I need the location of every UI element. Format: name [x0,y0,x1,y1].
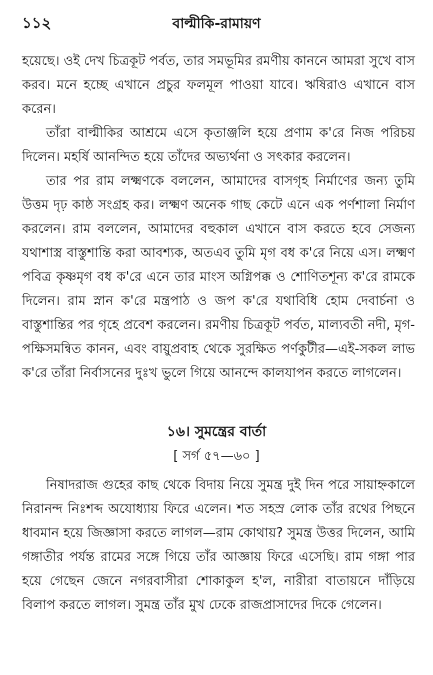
chapter-paragraph: নিষাদরাজ গুহের কাছ থেকে বিদায় নিয়ে সুমন্ত্র দুই দিন পরে সায়াহ্নকালে নিরানন্দ নিঃশব্দ অযোধ্যায় ফিরে এলেন। শত সহস্র লোক তাঁর রথের পিছনে ধাবমান হয়ে জিজ্ঞাসা করতে লাগল—রাম কোথায়? সুমন্ত্র উত্তর দিলেন, আমি গঙ্গাতীর পর্যন্ত রামের সঙ্গে গিয়ে তাঁর আজ্ঞায় ফিরে এসেছি। রাম গঙ্গা পার হয়ে গেছেন জেনে নগরবাসীরা শোকাকুল হ'ল, নারীরা বাতায়নে দাঁড়িয়ে বিলাপ করতে লাগল। সুমন্ত্র তাঁর মুখ ঢেকে রাজপ্রাসাদের দিকে গেলেন। [22,478,415,613]
running-title: বাল্মীকি-রামায়ণ [172,16,261,32]
paragraph-1: হয়েছে। ওই দেখ চিত্রকূট পর্বত, তার সমভূমির রমণীয় কাননে আমরা সুখে বাস করব। মনে হচ্ছে এখানে প্রচুর ফলমূল পাওয়া যাবে। ঋষিরাও এখানে বাস করেন। [22,54,416,117]
page-number: ১১২ [22,14,52,32]
paragraph-2: তাঁরা বাল্মীকির আশ্রমে এসে কৃতাঞ্জলি হয়ে প্রণাম ক'রে নিজ পরিচয় দিলেন। মহর্ষি আনন্দিত হয়ে তাঁদের অভ্যর্থনা ও সৎকার করলেন। [22,126,415,165]
sarga-reference: [ সর্গ ৫৭—৬০ ] [173,449,260,464]
paragraph-3: তার পর রাম লক্ষ্মণকে বললেন, আমাদের বাসগৃহ নির্মাণের জন্য তুমি উত্তম দৃঢ় কাষ্ঠ সংগ্রহ কর। লক্ষ্মণ অনেক গাছ কেটে এনে এক পর্ণশালা নির্মাণ করলেন। রাম বললেন, আমাদের বহুকাল এখানে বাস করতে হবে সেজন্য যথাশাস্ত্র বাস্তুশান্তি করা আবশ্যক, অতএব তুমি মৃগ বধ ক'রে নিয়ে এস। লক্ষ্মণ পবিত্র কৃষ্ণমৃগ বধ ক'রে এনে তার মাংস অগ্নিপক্ক ও শোণিতশূন্য ক'রে রামকে দিলেন। রাম স্নান ক'রে মন্ত্রপাঠ ও জপ ক'রে যথাবিধি হোম দেবার্চনা ও বাস্তুশান্তির পর গৃহে প্রবেশ করলেন। রমণীয় চিত্রকূট পর্বত, মাল্যবতী নদী, মৃগ-পক্ষিসমন্বিত কানন, এবং বায়ুপ্রবাহ থেকে সুরক্ষিত পর্ণকুটীর—এই-সকল লাভ ক'রে তাঁরা নির্বাসনের দুঃখ ভুলে গিয়ে আনন্দে কালযাপন করতে লাগলেন। [22,174,415,381]
page-header [22,8,411,34]
chapter-title: ১৬। সুমন্ত্রের বার্তা [166,424,267,440]
